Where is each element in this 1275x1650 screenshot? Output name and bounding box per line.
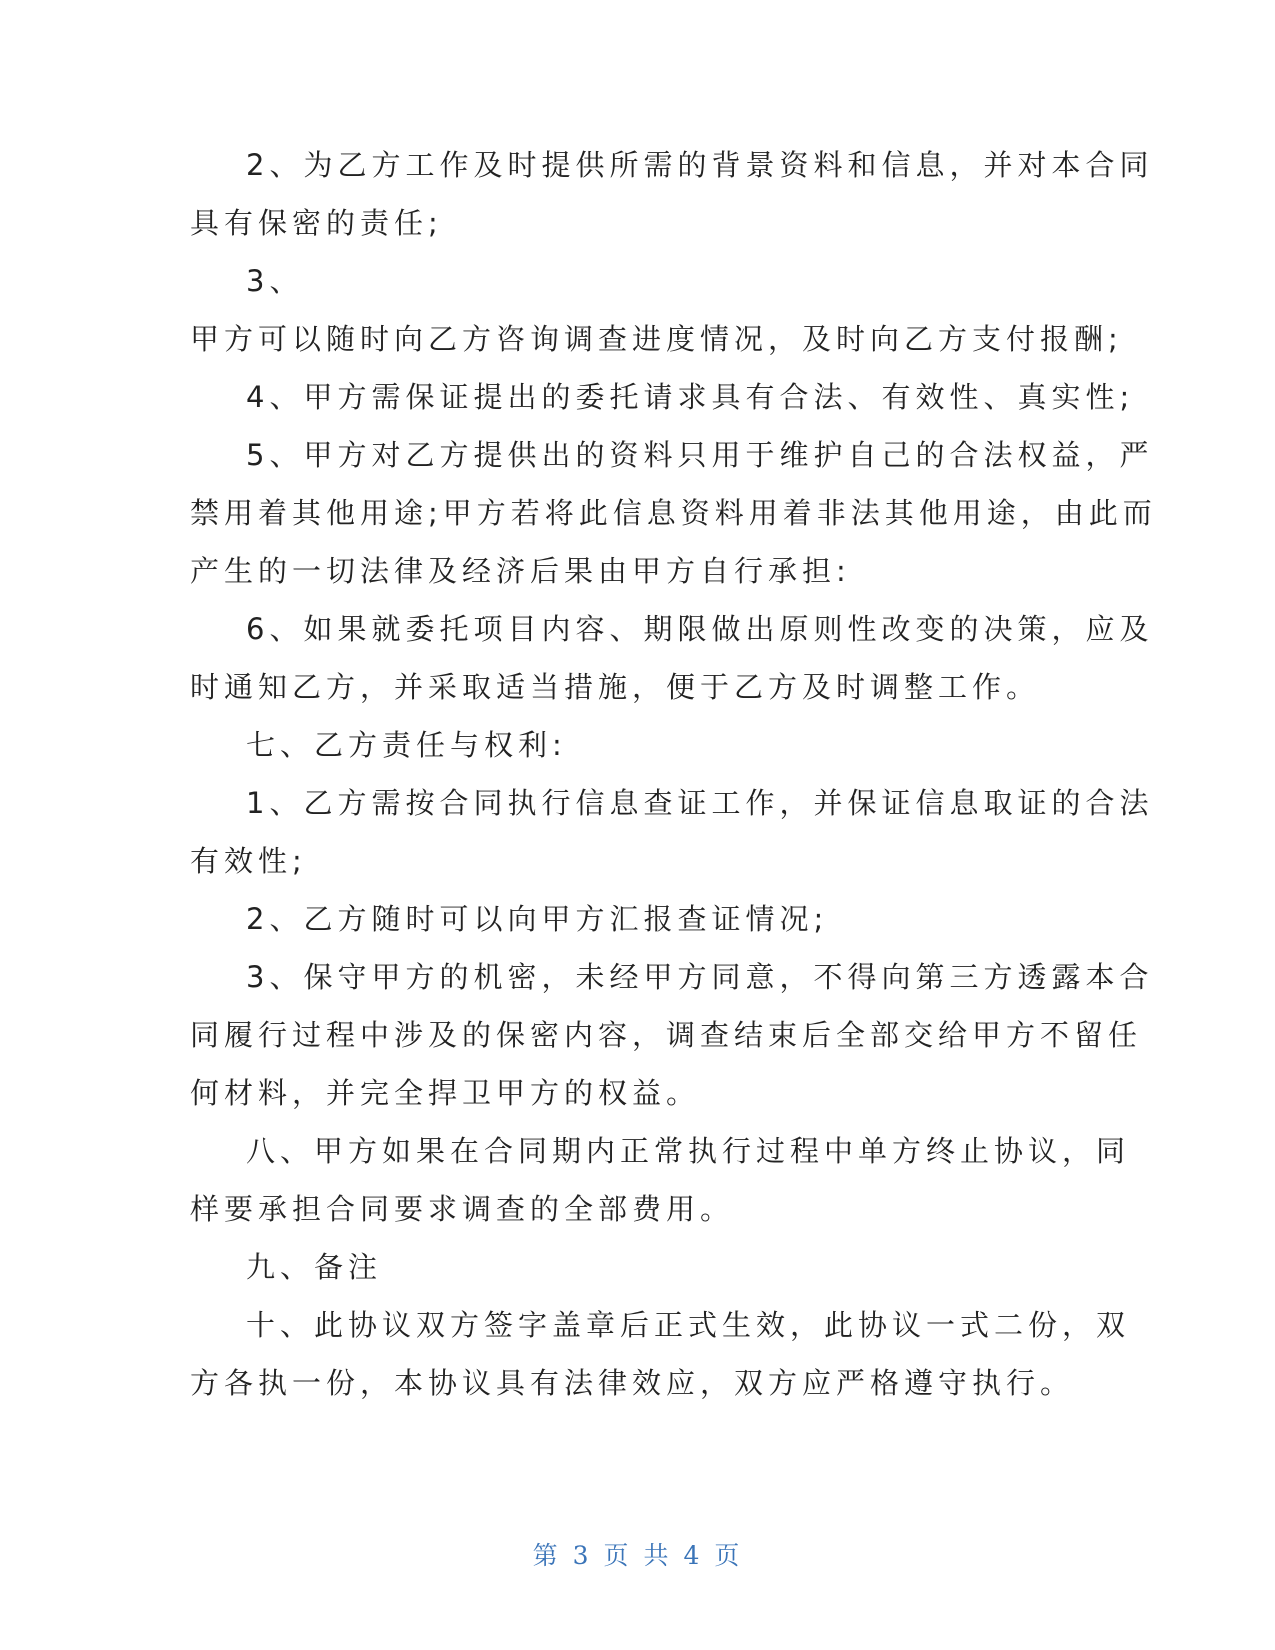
paragraph-line: 禁用着其他用途;甲方若将此信息资料用着非法其他用途，由此而 (190, 496, 1157, 530)
paragraph-line: 2、为乙方工作及时提供所需的背景资料和信息，并对本合同 (246, 148, 1154, 182)
footer-prefix: 第 (532, 1541, 561, 1570)
paragraph-line: 样要承担合同要求调查的全部费用。 (190, 1192, 735, 1226)
paragraph-line: 3、保守甲方的机密，未经甲方同意，不得向第三方透露本合 (246, 960, 1154, 994)
paragraph-line: 具有保密的责任; (190, 206, 443, 240)
page-footer (0, 1536, 1275, 1572)
paragraph-line: 3、 (246, 264, 304, 298)
footer-total-word: 共 (643, 1541, 672, 1570)
paragraph-line: 何材料，并完全捍卫甲方的权益。 (190, 1076, 701, 1110)
footer-page-word: 页 (603, 1541, 632, 1570)
footer-total-pages: 4 (683, 1541, 703, 1570)
footer-page-word-2: 页 (714, 1541, 743, 1570)
section-heading: 七、乙方责任与权利: (246, 728, 567, 762)
paragraph-line: 产生的一切法律及经济后果由甲方自行承担: (190, 554, 851, 588)
paragraph-line: 5、甲方对乙方提供出的资料只用于维护自己的合法权益，严 (246, 438, 1154, 472)
paragraph-line: 同履行过程中涉及的保密内容，调查结束后全部交给甲方不留任 (190, 1018, 1143, 1052)
footer-current-page: 3 (572, 1541, 592, 1570)
paragraph-line: 有效性; (190, 844, 307, 878)
paragraph-line: 方各执一份，本协议具有法律效应，双方应严格遵守执行。 (190, 1366, 1075, 1400)
paragraph-line: 1、乙方需按合同执行信息查证工作，并保证信息取证的合法 (246, 786, 1154, 820)
paragraph-line: 4、甲方需保证提出的委托请求具有合法、有效性、真实性; (246, 380, 1135, 414)
section-heading: 八、甲方如果在合同期内正常执行过程中单方终止协议，同 (246, 1134, 1131, 1168)
section-heading: 十、此协议双方签字盖章后正式生效，此协议一式二份，双 (246, 1308, 1131, 1342)
paragraph-line: 6、如果就委托项目内容、期限做出原则性改变的决策，应及 (246, 612, 1154, 646)
paragraph-line: 甲方可以随时向乙方咨询调查进度情况，及时向乙方支付报酬; (190, 322, 1123, 356)
paragraph-line: 2、乙方随时可以向甲方汇报查证情况; (246, 902, 829, 936)
paragraph-line: 时通知乙方，并采取适当措施，便于乙方及时调整工作。 (190, 670, 1041, 704)
section-heading: 九、备注 (246, 1250, 383, 1284)
